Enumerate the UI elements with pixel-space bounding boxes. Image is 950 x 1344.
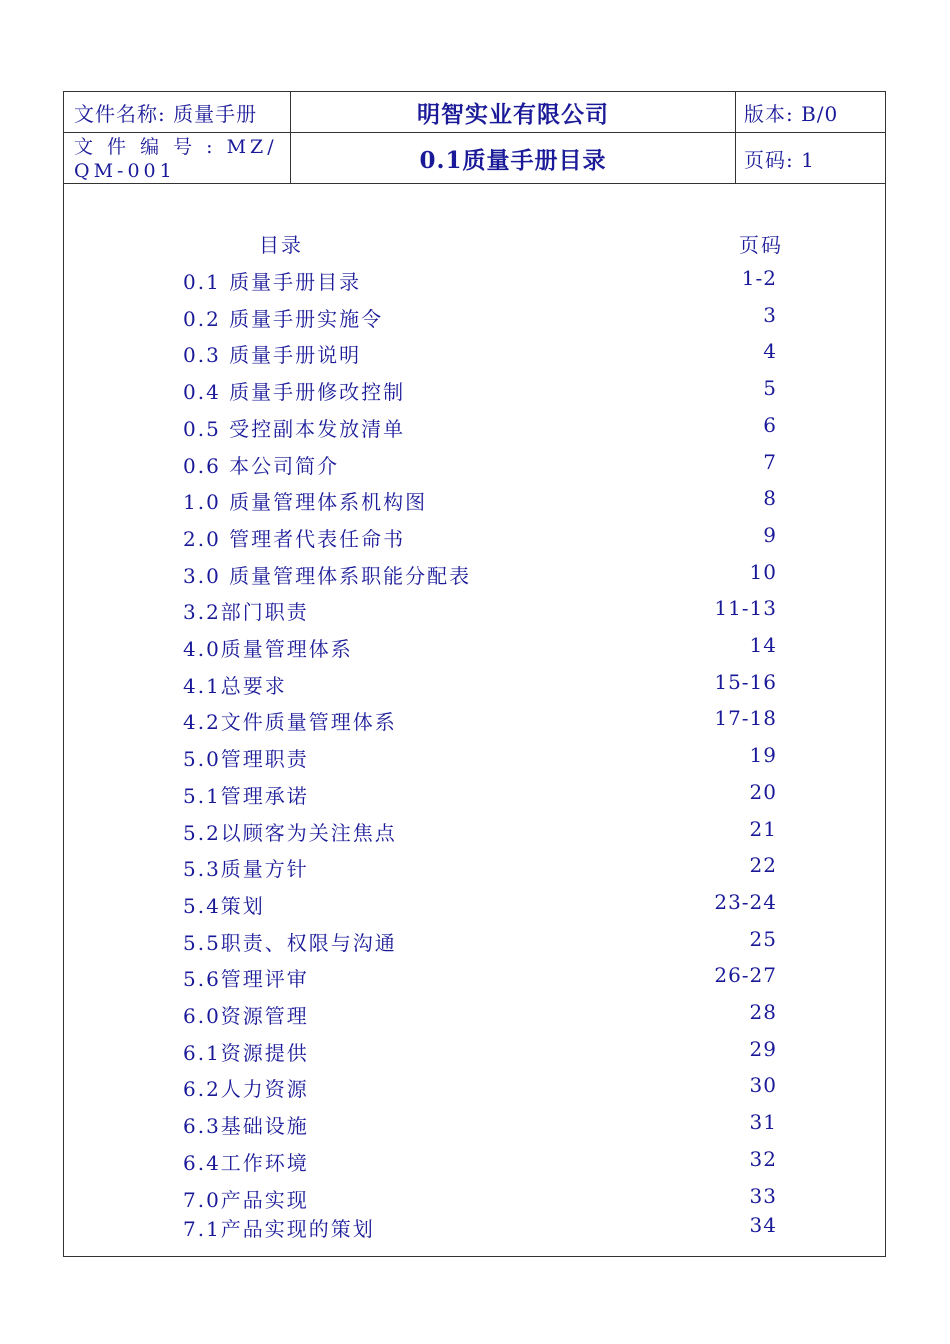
toc-page-heading: 页码: [739, 233, 783, 257]
toc-item-title: 5.2以顾客为关注焦点: [183, 821, 397, 845]
toc-item-page: 20: [749, 780, 777, 804]
toc-item-title: 6.3基础设施: [183, 1114, 309, 1138]
toc-item: [183, 706, 777, 736]
toc-item-page: 26-27: [714, 963, 777, 987]
toc-item-page: 30: [749, 1073, 777, 1097]
doc-name: 文件名称: 质量手册: [64, 92, 291, 132]
toc-item-page: 23-24: [714, 890, 777, 914]
toc-item: [183, 450, 777, 480]
toc-item-title: 5.1管理承诺: [183, 784, 309, 808]
toc-item: [183, 1184, 777, 1214]
toc-item: [183, 670, 777, 700]
toc-item-title: 4.2文件质量管理体系: [183, 710, 397, 734]
toc-item: [183, 339, 777, 369]
toc-item-page: 15-16: [714, 670, 777, 694]
page-number: 页码: 1: [744, 147, 815, 172]
toc-item-page: 17-18: [714, 706, 777, 730]
toc-item-title: 5.4策划: [183, 894, 265, 918]
toc-item-title: 5.0管理职责: [183, 747, 309, 771]
toc-item: [183, 963, 777, 993]
toc-item-page: 6: [763, 413, 777, 437]
toc-item-page: 28: [749, 1000, 777, 1024]
toc-item-title: 5.6管理评审: [183, 967, 309, 991]
toc-item: [183, 523, 777, 553]
toc-item-title: 0.2 质量手册实施令: [183, 307, 384, 331]
toc-item: [183, 927, 777, 957]
toc-item: [183, 1037, 777, 1067]
toc-item-title: 6.0资源管理: [183, 1004, 309, 1028]
toc-item: [183, 1213, 777, 1243]
toc-item-page: 1-2: [741, 266, 777, 290]
toc-item-page: 19: [749, 743, 777, 767]
header-row-1: [64, 92, 885, 133]
toc-item-title: 6.1资源提供: [183, 1041, 309, 1065]
toc-item: [183, 817, 777, 847]
toc-item-page: 14: [749, 633, 777, 657]
toc-item-page: 25: [749, 927, 777, 951]
company-name: 明智实业有限公司: [291, 92, 736, 132]
toc-item-page: 3: [763, 303, 777, 327]
toc-item-title: 4.1总要求: [183, 674, 287, 698]
toc-item: [183, 266, 777, 296]
toc-item-title: 7.1产品实现的策划: [183, 1217, 375, 1241]
toc-item-title: 0.3 质量手册说明: [183, 343, 362, 367]
toc-item-title: 5.5职责、权限与沟通: [183, 931, 397, 955]
toc-item-title: 0.4 质量手册修改控制: [183, 380, 406, 404]
toc-item-title: 1.0 质量管理体系机构图: [183, 490, 428, 514]
toc-item-page: 21: [749, 817, 777, 841]
toc-heading: 目录: [259, 233, 303, 257]
toc-item: [183, 413, 777, 443]
toc-item: [183, 1147, 777, 1177]
toc-item: [183, 780, 777, 810]
toc-item-title: 2.0 管理者代表任命书: [183, 527, 406, 551]
header-row-2: [64, 133, 885, 184]
toc-item: [183, 1000, 777, 1030]
toc-item-title: 0.6 本公司简介: [183, 454, 340, 478]
toc-item-page: 10: [749, 560, 777, 584]
toc-item-page: 32: [749, 1147, 777, 1171]
toc-item: [183, 376, 777, 406]
toc-item-title: 3.2部门职责: [183, 600, 309, 624]
toc-item-page: 22: [749, 853, 777, 877]
toc-item-page: 31: [749, 1110, 777, 1134]
toc-item: [183, 303, 777, 333]
toc-item-page: 11-13: [714, 596, 777, 620]
toc-item-title: 5.3质量方针: [183, 857, 309, 881]
toc-item: [183, 560, 777, 590]
toc-item-page: 4: [763, 339, 777, 363]
toc-item: [183, 486, 777, 516]
toc-item: [183, 890, 777, 920]
toc-item-title: 3.0 质量管理体系职能分配表: [183, 564, 472, 588]
toc-item-title: 6.4工作环境: [183, 1151, 309, 1175]
toc-item: [183, 1073, 777, 1103]
toc-item-page: 29: [749, 1037, 777, 1061]
toc-item: [183, 1110, 777, 1140]
toc-item-page: 9: [763, 523, 777, 547]
toc-item: [183, 633, 777, 663]
toc-item: [183, 853, 777, 883]
toc-item-page: 33: [749, 1184, 777, 1208]
toc-item-title: 0.1 质量手册目录: [183, 270, 362, 294]
toc-item: [183, 596, 777, 626]
toc-item-title: 4.0质量管理体系: [183, 637, 353, 661]
toc-item-page: 5: [763, 376, 777, 400]
version: 版本: B/0: [744, 101, 839, 126]
toc-item-title: 6.2人力资源: [183, 1077, 309, 1101]
toc-item-title: 0.5 受控副本发放清单: [183, 417, 406, 441]
toc-item-page: 8: [763, 486, 777, 510]
toc-item: [183, 743, 777, 773]
section-title: 0.1质量手册目录: [291, 133, 736, 183]
toc-item-page: 34: [749, 1213, 777, 1237]
toc-item-page: 7: [763, 450, 777, 474]
doc-number: 文 件 编 号 : MZ/QM-001: [64, 133, 291, 183]
toc-item-title: 7.0产品实现: [183, 1188, 309, 1212]
